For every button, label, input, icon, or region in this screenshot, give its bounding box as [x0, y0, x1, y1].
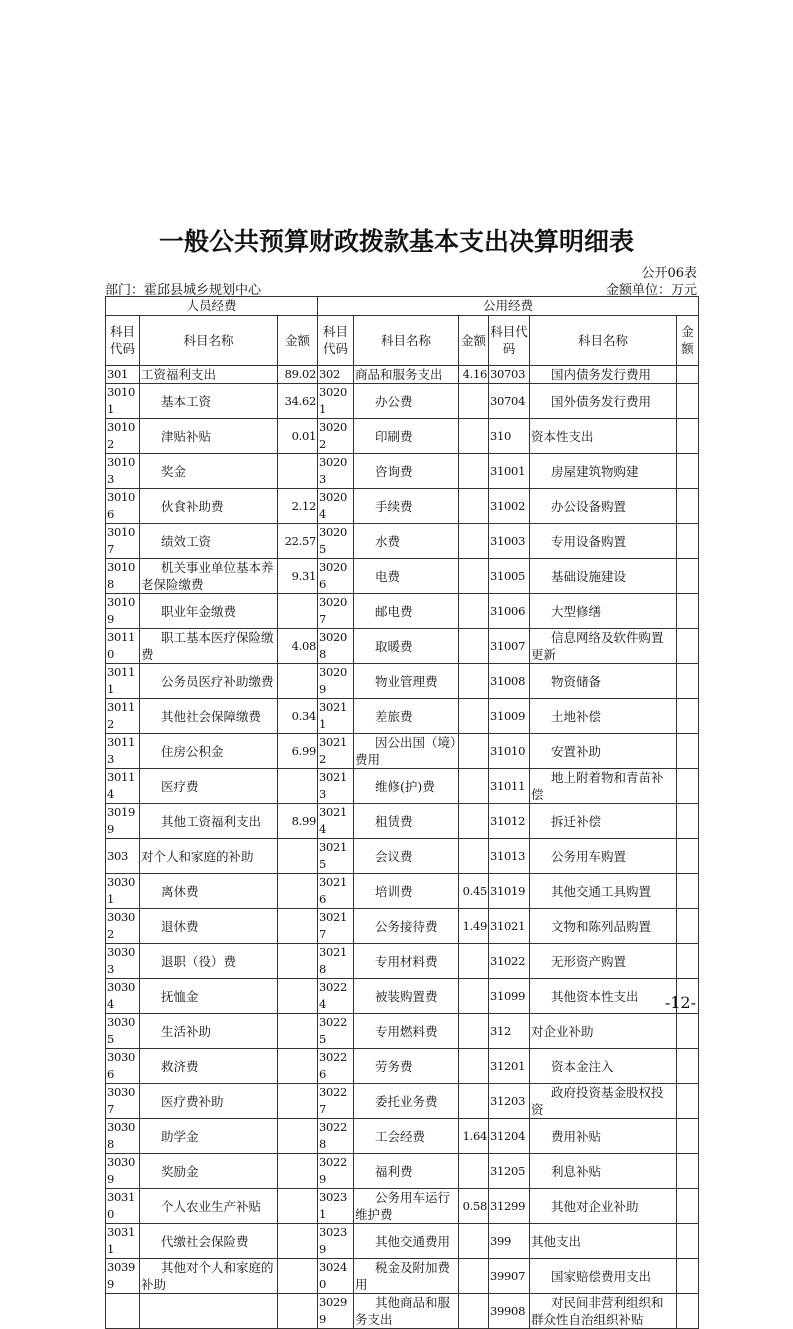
header-amount: 金额: [459, 315, 489, 365]
cell-code: 31009: [489, 699, 530, 734]
cell-amount: [677, 1224, 699, 1259]
cell-amount: [677, 454, 699, 489]
cell-amount: [677, 629, 699, 664]
cell-amount: [278, 979, 318, 1014]
cell-amount: [677, 489, 699, 524]
cell-amount: [459, 944, 489, 979]
cell-name: 维修(护)费: [354, 769, 459, 804]
cell-name: 国外债务发行费用: [530, 384, 677, 419]
cell-amount: [459, 594, 489, 629]
table-row: [106, 419, 699, 454]
cell-amount: [459, 734, 489, 769]
cell-name: 电费: [354, 559, 459, 594]
cell-name: 生活补助: [140, 1014, 278, 1049]
cell-code: 31201: [489, 1049, 530, 1084]
cell-amount: [459, 1224, 489, 1259]
cell-amount: [677, 1014, 699, 1049]
cell-name: 奖金: [140, 454, 278, 489]
cell-code: 30302: [106, 909, 140, 944]
table-row: [106, 1294, 699, 1329]
cell-code: 30308: [106, 1119, 140, 1154]
cell-amount: 8.99: [278, 804, 318, 839]
cell-name: 职工基本医疗保险缴费: [140, 629, 278, 664]
cell-amount: [278, 874, 318, 909]
cell-amount: [677, 769, 699, 804]
cell-name: 资本金注入: [530, 1049, 677, 1084]
cell-amount: [677, 1049, 699, 1084]
cell-name: 其他商品和服务支出: [354, 1294, 459, 1329]
cell-code: 30307: [106, 1084, 140, 1119]
cell-name: 资本性支出: [530, 419, 677, 454]
cell-amount: [677, 664, 699, 699]
cell-amount: [459, 839, 489, 874]
cell-amount: [677, 1294, 699, 1329]
cell-name: 专用燃料费: [354, 1014, 459, 1049]
header-amount: 金额: [677, 315, 699, 365]
cell-name: 抚恤金: [140, 979, 278, 1014]
cell-amount: 0.34: [278, 699, 318, 734]
cell-name: 水费: [354, 524, 459, 559]
cell-amount: 6.99: [278, 734, 318, 769]
cell-amount: 0.45: [459, 874, 489, 909]
table-row: [106, 944, 699, 979]
header-code: 科目代码: [318, 315, 354, 365]
table-row: [106, 559, 699, 594]
cell-amount: [459, 454, 489, 489]
cell-amount: [278, 839, 318, 874]
cell-name: 商品和服务支出: [354, 365, 459, 384]
table-row: [106, 664, 699, 699]
cell-code: 30110: [106, 629, 140, 664]
cell-code: 30240: [318, 1259, 354, 1294]
cell-amount: [677, 1189, 699, 1224]
header-code: 科目代码: [106, 315, 140, 365]
cell-amount: [459, 1154, 489, 1189]
cell-code: 30199: [106, 804, 140, 839]
cell-code: 30203: [318, 454, 354, 489]
cell-name: 无形资产购置: [530, 944, 677, 979]
cell-name: 国内债务发行费用: [530, 365, 677, 384]
cell-name: 绩效工资: [140, 524, 278, 559]
cell-amount: [278, 1259, 318, 1294]
group-public: 公用经费: [318, 297, 699, 316]
cell-amount: 1.49: [459, 909, 489, 944]
cell-name: 离休费: [140, 874, 278, 909]
cell-amount: [677, 1084, 699, 1119]
form-number: 公开06表: [641, 266, 697, 281]
cell-code: 30111: [106, 664, 140, 699]
cell-code: 30303: [106, 944, 140, 979]
cell-code: 30214: [318, 804, 354, 839]
table-row: [106, 1119, 699, 1154]
cell-amount: [677, 1154, 699, 1189]
cell-amount: [278, 1014, 318, 1049]
cell-name: 医疗费: [140, 769, 278, 804]
cell-name: 伙食补助费: [140, 489, 278, 524]
cell-name: 土地补偿: [530, 699, 677, 734]
cell-name: 取暖费: [354, 629, 459, 664]
cell-name: 委托业务费: [354, 1084, 459, 1119]
cell-code: 39907: [489, 1259, 530, 1294]
cell-code: 30224: [318, 979, 354, 1014]
table-row: [106, 699, 699, 734]
cell-amount: [459, 1294, 489, 1329]
group-header-row: [106, 297, 699, 316]
cell-code: 31021: [489, 909, 530, 944]
cell-name: 其他交通工具购置: [530, 874, 677, 909]
cell-name: 邮电费: [354, 594, 459, 629]
cell-amount: 0.58: [459, 1189, 489, 1224]
cell-code: 399: [489, 1224, 530, 1259]
cell-amount: [278, 1154, 318, 1189]
cell-amount: [459, 699, 489, 734]
cell-amount: [677, 1119, 699, 1154]
column-header-row: [106, 315, 699, 365]
cell-name: 其他社会保障缴费: [140, 699, 278, 734]
cell-name: 个人农业生产补贴: [140, 1189, 278, 1224]
cell-code: [106, 1294, 140, 1329]
cell-amount: [677, 909, 699, 944]
cell-name: 公务接待费: [354, 909, 459, 944]
table-row: [106, 1189, 699, 1224]
cell-name: 津贴补贴: [140, 419, 278, 454]
cell-name: 其他对企业补助: [530, 1189, 677, 1224]
table-row: [106, 524, 699, 559]
cell-code: 310: [489, 419, 530, 454]
cell-code: 30301: [106, 874, 140, 909]
cell-name: 机关事业单位基本养老保险缴费: [140, 559, 278, 594]
cell-code: 30311: [106, 1224, 140, 1259]
cell-amount: [459, 769, 489, 804]
cell-amount: [459, 419, 489, 454]
header-name: 科目名称: [354, 315, 459, 365]
cell-name: 福利费: [354, 1154, 459, 1189]
cell-amount: [459, 1259, 489, 1294]
cell-name: 其他支出: [530, 1224, 677, 1259]
cell-name: 对企业补助: [530, 1014, 677, 1049]
cell-code: 30204: [318, 489, 354, 524]
cell-name: 其他工资福利支出: [140, 804, 278, 839]
cell-amount: [459, 804, 489, 839]
cell-name: 专用设备购置: [530, 524, 677, 559]
table-row: [106, 769, 699, 804]
table-row: [106, 804, 699, 839]
cell-code: 30207: [318, 594, 354, 629]
cell-code: 30201: [318, 384, 354, 419]
cell-name: 安置补助: [530, 734, 677, 769]
cell-name: 工资福利支出: [140, 365, 278, 384]
cell-name: 政府投资基金股权投资: [530, 1084, 677, 1119]
cell-code: 30299: [318, 1294, 354, 1329]
cell-amount: [278, 454, 318, 489]
cell-amount: [677, 804, 699, 839]
header-code: 科目代码: [489, 315, 530, 365]
cell-name: 退职（役）费: [140, 944, 278, 979]
expenditure-table: [105, 296, 699, 1329]
unit-label: 金额单位：万元: [605, 283, 697, 298]
cell-amount: 0.01: [278, 419, 318, 454]
cell-amount: [278, 664, 318, 699]
cell-code: 30226: [318, 1049, 354, 1084]
cell-code: 303: [106, 839, 140, 874]
table-row: [106, 365, 699, 384]
cell-code: 30216: [318, 874, 354, 909]
cell-code: 31010: [489, 734, 530, 769]
cell-code: 31003: [489, 524, 530, 559]
table-row: [106, 909, 699, 944]
cell-name: 培训费: [354, 874, 459, 909]
table-row: [106, 629, 699, 664]
table-row: [106, 1259, 699, 1294]
table-row: [106, 874, 699, 909]
cell-name: 差旅费: [354, 699, 459, 734]
cell-code: 31002: [489, 489, 530, 524]
cell-code: 30225: [318, 1014, 354, 1049]
cell-name: 手续费: [354, 489, 459, 524]
cell-name: 地上附着物和青苗补偿: [530, 769, 677, 804]
cell-code: 31012: [489, 804, 530, 839]
cell-name: 租赁费: [354, 804, 459, 839]
cell-amount: [677, 874, 699, 909]
cell-amount: [278, 594, 318, 629]
cell-code: 30112: [106, 699, 140, 734]
cell-code: 30114: [106, 769, 140, 804]
cell-name: 助学金: [140, 1119, 278, 1154]
cell-code: 312: [489, 1014, 530, 1049]
cell-code: 31022: [489, 944, 530, 979]
table-row: [106, 1014, 699, 1049]
cell-name: 其他对个人和家庭的补助: [140, 1259, 278, 1294]
cell-name: 劳务费: [354, 1049, 459, 1084]
cell-code: 31008: [489, 664, 530, 699]
cell-name: 对民间非营利组织和群众性自治组织补贴: [530, 1294, 677, 1329]
cell-amount: [677, 559, 699, 594]
cell-name: 国家赔偿费用支出: [530, 1259, 677, 1294]
cell-name: 其他交通费用: [354, 1224, 459, 1259]
cell-amount: 2.12: [278, 489, 318, 524]
cell-code: 30704: [489, 384, 530, 419]
page-title: 一般公共预算财政拨款基本支出决算明细表: [158, 227, 634, 256]
cell-amount: [278, 1224, 318, 1259]
cell-name: 对个人和家庭的补助: [140, 839, 278, 874]
table-row: [106, 1224, 699, 1259]
cell-amount: [278, 1084, 318, 1119]
cell-code: 30103: [106, 454, 140, 489]
cell-amount: [459, 664, 489, 699]
cell-name: 因公出国（境）费用: [354, 734, 459, 769]
cell-code: 30305: [106, 1014, 140, 1049]
cell-code: 30215: [318, 839, 354, 874]
header-name: 科目名称: [140, 315, 278, 365]
table-row: [106, 489, 699, 524]
cell-amount: [459, 1084, 489, 1119]
cell-code: 30306: [106, 1049, 140, 1084]
cell-code: 31006: [489, 594, 530, 629]
cell-code: 30106: [106, 489, 140, 524]
cell-name: 利息补贴: [530, 1154, 677, 1189]
cell-amount: [677, 594, 699, 629]
cell-amount: [677, 365, 699, 384]
cell-name: 税金及附加费用: [354, 1259, 459, 1294]
cell-code: 31011: [489, 769, 530, 804]
table-row: [106, 734, 699, 769]
cell-amount: [677, 384, 699, 419]
cell-code: 30212: [318, 734, 354, 769]
cell-code: 30208: [318, 629, 354, 664]
cell-amount: 1.64: [459, 1119, 489, 1154]
cell-name: 大型修缮: [530, 594, 677, 629]
cell-name: 物资储备: [530, 664, 677, 699]
cell-name: 退休费: [140, 909, 278, 944]
cell-code: 30217: [318, 909, 354, 944]
page-number: -12-: [664, 993, 696, 1012]
cell-code: 302: [318, 365, 354, 384]
header-amount: 金额: [278, 315, 318, 365]
cell-code: 30107: [106, 524, 140, 559]
cell-code: 30399: [106, 1259, 140, 1294]
cell-amount: [459, 384, 489, 419]
cell-code: 31005: [489, 559, 530, 594]
cell-amount: [677, 734, 699, 769]
cell-amount: [278, 769, 318, 804]
cell-code: 30206: [318, 559, 354, 594]
cell-amount: [278, 909, 318, 944]
cell-code: 30239: [318, 1224, 354, 1259]
cell-name: 物业管理费: [354, 664, 459, 699]
cell-name: 医疗费补助: [140, 1084, 278, 1119]
cell-name: 会议费: [354, 839, 459, 874]
cell-amount: [677, 944, 699, 979]
cell-name: 拆迁补偿: [530, 804, 677, 839]
header-name: 科目名称: [530, 315, 677, 365]
cell-amount: 22.57: [278, 524, 318, 559]
cell-amount: [459, 979, 489, 1014]
cell-name: 印刷费: [354, 419, 459, 454]
cell-amount: [278, 1294, 318, 1329]
cell-amount: [459, 1049, 489, 1084]
cell-code: 31013: [489, 839, 530, 874]
cell-amount: 4.16: [459, 365, 489, 384]
group-personnel: 人员经费: [106, 297, 318, 316]
cell-name: 救济费: [140, 1049, 278, 1084]
cell-name: 文物和陈列品购置: [530, 909, 677, 944]
cell-code: 30229: [318, 1154, 354, 1189]
cell-name: 职业年金缴费: [140, 594, 278, 629]
cell-code: 31299: [489, 1189, 530, 1224]
cell-name: 住房公积金: [140, 734, 278, 769]
cell-code: 30102: [106, 419, 140, 454]
cell-code: 30218: [318, 944, 354, 979]
cell-code: 31001: [489, 454, 530, 489]
cell-name: 专用材料费: [354, 944, 459, 979]
cell-name: 基础设施建设: [530, 559, 677, 594]
cell-code: 31204: [489, 1119, 530, 1154]
cell-name: 工会经费: [354, 1119, 459, 1154]
cell-code: 30228: [318, 1119, 354, 1154]
cell-amount: 4.08: [278, 629, 318, 664]
cell-name: 办公费: [354, 384, 459, 419]
cell-code: 30703: [489, 365, 530, 384]
cell-name: 其他资本性支出: [530, 979, 677, 1014]
cell-amount: 9.31: [278, 559, 318, 594]
cell-code: 30202: [318, 419, 354, 454]
cell-amount: [459, 629, 489, 664]
cell-code: 30108: [106, 559, 140, 594]
cell-name: 信息网络及软件购置更新: [530, 629, 677, 664]
cell-code: 39908: [489, 1294, 530, 1329]
cell-code: 30231: [318, 1189, 354, 1224]
cell-amount: [278, 1189, 318, 1224]
cell-name: 公务用车购置: [530, 839, 677, 874]
cell-code: 30227: [318, 1084, 354, 1119]
cell-amount: [459, 489, 489, 524]
cell-amount: [278, 1119, 318, 1154]
cell-code: 31205: [489, 1154, 530, 1189]
cell-code: 30101: [106, 384, 140, 419]
cell-name: 被装购置费: [354, 979, 459, 1014]
cell-amount: [677, 419, 699, 454]
table-row: [106, 1154, 699, 1189]
cell-amount: [278, 1049, 318, 1084]
table-row: [106, 454, 699, 489]
table-row: [106, 594, 699, 629]
cell-code: 30304: [106, 979, 140, 1014]
cell-amount: [677, 839, 699, 874]
table-row: [106, 839, 699, 874]
table-row: [106, 384, 699, 419]
cell-code: 301: [106, 365, 140, 384]
cell-name: [140, 1294, 278, 1329]
cell-name: 公务用车运行维护费: [354, 1189, 459, 1224]
cell-code: 30309: [106, 1154, 140, 1189]
cell-amount: [459, 559, 489, 594]
cell-code: 31203: [489, 1084, 530, 1119]
cell-code: 30209: [318, 664, 354, 699]
cell-code: 30213: [318, 769, 354, 804]
cell-amount: [677, 699, 699, 734]
cell-amount: [677, 1259, 699, 1294]
cell-amount: [459, 524, 489, 559]
cell-amount: 34.62: [278, 384, 318, 419]
cell-amount: 89.02: [278, 365, 318, 384]
cell-name: 费用补贴: [530, 1119, 677, 1154]
cell-name: 基本工资: [140, 384, 278, 419]
cell-name: 房屋建筑物购建: [530, 454, 677, 489]
cell-code: 30211: [318, 699, 354, 734]
cell-amount: [278, 944, 318, 979]
cell-code: 30113: [106, 734, 140, 769]
cell-name: 办公设备购置: [530, 489, 677, 524]
cell-amount: [677, 524, 699, 559]
cell-name: 公务员医疗补助缴费: [140, 664, 278, 699]
cell-code: 31019: [489, 874, 530, 909]
table-row: [106, 1049, 699, 1084]
department-label: 部门：霍邱县城乡规划中心: [105, 283, 262, 298]
cell-code: 31007: [489, 629, 530, 664]
cell-code: 30310: [106, 1189, 140, 1224]
cell-name: 奖励金: [140, 1154, 278, 1189]
cell-name: 咨询费: [354, 454, 459, 489]
cell-name: 代缴社会保险费: [140, 1224, 278, 1259]
table-row: [106, 1084, 699, 1119]
cell-code: 30109: [106, 594, 140, 629]
cell-code: 30205: [318, 524, 354, 559]
table-row: [106, 979, 699, 1014]
cell-amount: [459, 1014, 489, 1049]
cell-code: 31099: [489, 979, 530, 1014]
